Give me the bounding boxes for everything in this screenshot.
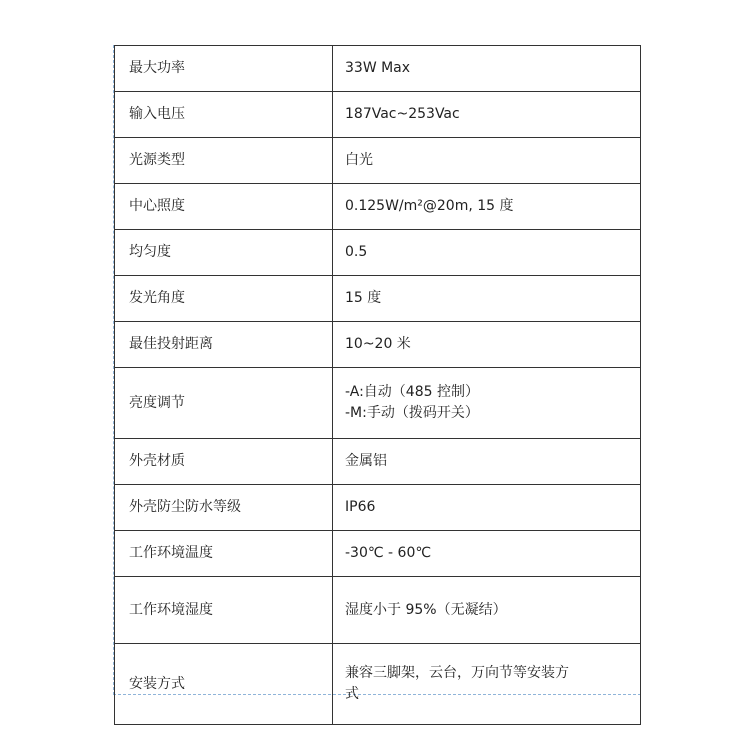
spec-label: 发光角度 [115,276,333,322]
spec-value-line: 187Vac~253Vac [345,106,460,122]
spec-value-line: -M:手动（拨码开关） [345,405,479,421]
spec-label: 工作环境温度 [115,531,333,577]
spec-value [333,644,641,725]
table-row [115,577,641,644]
spec-value-line: 兼容三脚架，云台，万向节等安装方 [345,665,569,681]
spec-value [333,531,641,577]
spec-value [333,184,641,230]
spec-value [333,485,641,531]
spec-value [333,577,641,644]
spec-value-line: 式 [345,686,359,702]
spec-label: 亮度调节 [115,368,333,439]
spec-value-line: 15 度 [345,290,382,306]
table-row [115,322,641,368]
spec-value [333,276,641,322]
spec-label: 光源类型 [115,138,333,184]
spec-label: 外壳材质 [115,439,333,485]
spec-value [333,368,641,439]
spec-label: 输入电压 [115,92,333,138]
table-row [115,485,641,531]
spec-value [333,92,641,138]
spec-value-line: 0.125W/m²@20m, 15 度 [345,198,514,214]
spec-table [114,45,641,725]
table-row [115,46,641,92]
spec-label: 外壳防尘防水等级 [115,485,333,531]
spec-label: 均匀度 [115,230,333,276]
table-row [115,531,641,577]
spec-value [333,138,641,184]
table-row [115,92,641,138]
spec-label: 最佳投射距离 [115,322,333,368]
spec-value-line: -30℃ - 60℃ [345,545,432,561]
spec-label: 安装方式 [115,644,333,725]
table-row [115,230,641,276]
spec-value-line: 0.5 [345,244,368,260]
spec-value-line: 金属铝 [345,453,387,469]
table-row [115,368,641,439]
spec-value-line: 湿度小于 95%（无凝结） [345,601,507,618]
spec-label: 工作环境湿度 [115,577,333,644]
table-row [115,184,641,230]
table-row [115,138,641,184]
spec-label: 中心照度 [115,184,333,230]
spec-value-line: IP66 [345,499,376,515]
spec-label: 最大功率 [115,46,333,92]
spec-value [333,439,641,485]
spec-value-line: 10~20 米 [345,336,411,352]
table-row [115,439,641,485]
spec-value-line: 33W Max [345,60,411,76]
table-row [115,644,641,725]
spec-value-line: 白光 [345,152,373,168]
spec-value [333,322,641,368]
spec-value [333,46,641,92]
spec-value [333,230,641,276]
table-row [115,276,641,322]
spec-value-line: -A:自动（485 控制） [345,384,479,400]
